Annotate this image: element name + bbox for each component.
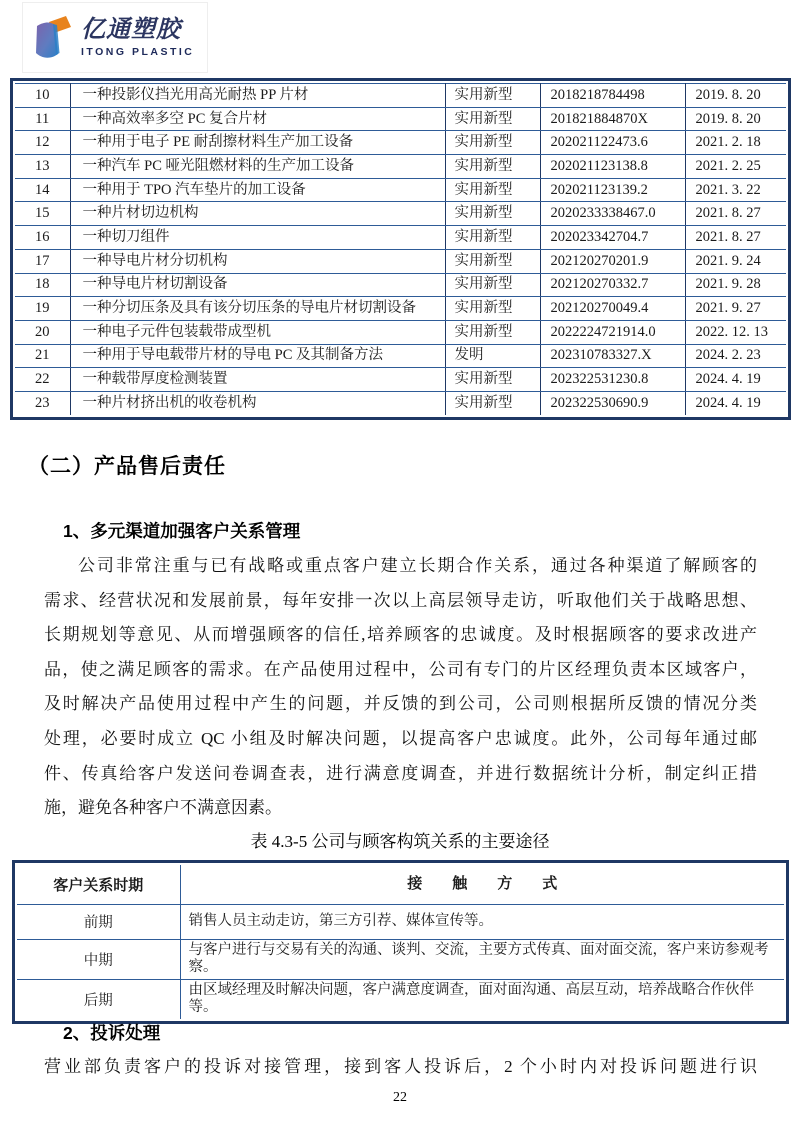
logo-mark-icon: [33, 14, 75, 62]
patent-name-cell: 一种切刀组件: [70, 226, 445, 250]
patent-type-cell: 实用新型: [445, 368, 540, 392]
relation-row-late: [17, 979, 784, 1019]
patent-date-cell: 2021. 9. 28: [685, 273, 786, 297]
paragraph-line: 品，使之满足顾客的需求。在产品使用过程中，公司有专门的片区经理负责本区域客户，: [44, 659, 757, 679]
paragraph-line: 营业部负责客户的投诉对接管理，接到客人投诉后，2 个小时内对投诉问题进行识: [44, 1057, 757, 1076]
patent-date-cell: 2019. 8. 20: [685, 107, 786, 131]
patent-table: [10, 78, 791, 420]
patent-name-cell: 一种分切压条及具有该分切压条的导电片材切割设备: [70, 297, 445, 321]
patent-row: [15, 368, 786, 392]
patent-app-number-cell: 202021123138.8: [540, 155, 685, 179]
patent-type-cell: 实用新型: [445, 84, 540, 108]
patent-row-number: 20: [15, 320, 70, 344]
patent-table-body: [15, 84, 786, 416]
patent-row: [15, 273, 786, 297]
patent-date-cell: 2024. 2. 23: [685, 344, 786, 368]
subsection-heading-1: 1、多元渠道加强客户关系管理: [63, 521, 301, 541]
patent-type-cell: 实用新型: [445, 391, 540, 415]
patent-name-cell: 一种载带厚度检测装置: [70, 368, 445, 392]
relation-row-middle: [17, 939, 784, 979]
paragraph-line: 施，避免各种客户不满意因素。: [44, 798, 282, 818]
patent-name-cell: 一种用于导电载带片材的导电 PC 及其制备方法: [70, 344, 445, 368]
paragraph-line: 长期规划等意见、从而增强顾客的信任,培养顾客的忠诚度。及时根据顾客的要求改进产: [44, 625, 757, 645]
patent-date-cell: 2021. 9. 24: [685, 249, 786, 273]
patent-row: [15, 107, 786, 131]
patent-name-cell: 一种投影仪挡光用高光耐热 PP 片材: [70, 84, 445, 108]
patent-date-cell: 2024. 4. 19: [685, 391, 786, 415]
patent-app-number-cell: 2018218784498: [540, 84, 685, 108]
patent-row-number: 18: [15, 273, 70, 297]
patent-type-cell: 实用新型: [445, 226, 540, 250]
relation-header-method: 接 触 方 式: [180, 865, 784, 904]
patent-date-cell: 2021. 2. 18: [685, 131, 786, 155]
patent-type-cell: 实用新型: [445, 178, 540, 202]
patent-name-cell: 一种电子元件包装载带成型机: [70, 320, 445, 344]
patent-name-cell: 一种导电片材切割设备: [70, 273, 445, 297]
patent-row-number: 17: [15, 249, 70, 273]
patent-name-cell: 一种片材挤出机的收卷机构: [70, 391, 445, 415]
patent-row: [15, 84, 786, 108]
paragraph-line: 及时解决产品使用过程中产生的问题，并反馈的到公司，公司则根据所反馈的情况分类: [44, 694, 757, 714]
patent-row-number: 21: [15, 344, 70, 368]
patent-app-number-cell: 202322531230.8: [540, 368, 685, 392]
patent-app-number-cell: 202023342704.7: [540, 226, 685, 250]
patent-row: [15, 226, 786, 250]
paragraph-line: 件、传真给客户发送问卷调查表，进行满意度调查，并进行数据统计分析，制定纠正措: [44, 763, 757, 783]
patent-app-number-cell: 202120270332.7: [540, 273, 685, 297]
relation-method-cell: 与客户进行与交易有关的沟通、谈判、交流，主要方式传真、面对面交流，客户来访参观考察。: [180, 939, 784, 979]
patent-name-cell: 一种汽车 PC 哑光阻燃材料的生产加工设备: [70, 155, 445, 179]
patent-row: [15, 391, 786, 415]
subsection-heading-2: 2、投诉处理: [63, 1023, 161, 1043]
patent-row-number: 22: [15, 368, 70, 392]
patent-date-cell: 2021. 9. 27: [685, 297, 786, 321]
patent-row: [15, 249, 786, 273]
patent-row-number: 15: [15, 202, 70, 226]
patent-name-cell: 一种导电片材分切机构: [70, 249, 445, 273]
patent-app-number-cell: 202021123139.2: [540, 178, 685, 202]
logo-name-english: ITONG PLASTIC: [81, 46, 195, 58]
patent-date-cell: 2021. 8. 27: [685, 226, 786, 250]
patent-app-number-cell: 202322530690.9: [540, 391, 685, 415]
patent-type-cell: 实用新型: [445, 297, 540, 321]
relation-period-cell: 中期: [17, 939, 180, 979]
patent-date-cell: 2021. 2. 25: [685, 155, 786, 179]
patent-name-cell: 一种用于 TPO 汽车垫片的加工设备: [70, 178, 445, 202]
patent-row: [15, 344, 786, 368]
relation-table: [12, 860, 789, 1024]
patent-row-number: 10: [15, 84, 70, 108]
paragraph-line: 需求、经营状况和发展前景，每年安排一次以上高层领导走访，听取他们关于战略思想、: [44, 590, 757, 610]
patent-row-number: 13: [15, 155, 70, 179]
table-caption: 表 4.3-5 公司与顾客构筑关系的主要途径: [250, 832, 550, 851]
paragraph-line: 处理，必要时成立 QC 小组及时解决问题，以提高客户忠诚度。此外，公司每年通过邮: [44, 728, 757, 748]
patent-type-cell: 实用新型: [445, 155, 540, 179]
patent-row-number: 19: [15, 297, 70, 321]
patent-row: [15, 320, 786, 344]
section-heading: （二）产品售后责任: [28, 455, 226, 478]
patent-row: [15, 155, 786, 179]
patent-app-number-cell: 202021122473.6: [540, 131, 685, 155]
patent-row-number: 23: [15, 391, 70, 415]
patent-row: [15, 202, 786, 226]
patent-name-cell: 一种高效率多空 PC 复合片材: [70, 107, 445, 131]
logo-text: [81, 17, 194, 58]
paragraph-line: 公司非常注重与已有战略或重点客户建立长期合作关系，通过各种渠道了解顾客的: [78, 556, 757, 575]
relation-row-early: [17, 904, 784, 939]
patent-type-cell: 实用新型: [445, 107, 540, 131]
patent-type-cell: 实用新型: [445, 131, 540, 155]
patent-app-number-cell: 202120270049.4: [540, 297, 685, 321]
patent-type-cell: 实用新型: [445, 202, 540, 226]
patent-app-number-cell: 201821884870X: [540, 107, 685, 131]
relation-table-header-row: [17, 865, 784, 904]
patent-row-number: 12: [15, 131, 70, 155]
patent-date-cell: 2021. 8. 27: [685, 202, 786, 226]
patent-date-cell: 2022. 12. 13: [685, 320, 786, 344]
patent-name-cell: 一种片材切边机构: [70, 202, 445, 226]
logo-name-chinese: 亿通塑胶: [81, 16, 181, 43]
patent-app-number-cell: 2020233338467.0: [540, 202, 685, 226]
patent-type-cell: 实用新型: [445, 273, 540, 297]
patent-app-number-cell: 202120270201.9: [540, 249, 685, 273]
patent-row-number: 11: [15, 107, 70, 131]
patent-row-number: 14: [15, 178, 70, 202]
patent-type-cell: 实用新型: [445, 249, 540, 273]
relation-period-cell: 后期: [17, 979, 180, 1019]
relation-method-cell: 销售人员主动走访，第三方引荐、媒体宣传等。: [180, 904, 784, 939]
patent-type-cell: 实用新型: [445, 320, 540, 344]
patent-date-cell: 2024. 4. 19: [685, 368, 786, 392]
company-logo: [22, 2, 208, 73]
page-number: 22: [393, 1090, 407, 1105]
subsection-1-paragraph: [44, 549, 757, 826]
patent-app-number-cell: 2022224721914.0: [540, 320, 685, 344]
relation-period-cell: 前期: [17, 904, 180, 939]
patent-row-number: 16: [15, 226, 70, 250]
patent-app-number-cell: 202310783327.X: [540, 344, 685, 368]
patent-date-cell: 2019. 8. 20: [685, 84, 786, 108]
patent-row: [15, 178, 786, 202]
subsection-2-paragraph: [44, 1050, 757, 1085]
relation-method-cell: 由区域经理及时解决问题，客户满意度调查，面对面沟通、高层互动，培养战略合作伙伴等。: [180, 979, 784, 1019]
patent-row: [15, 131, 786, 155]
relation-header-period: 客户关系时期: [17, 865, 180, 904]
patent-date-cell: 2021. 3. 22: [685, 178, 786, 202]
patent-type-cell: 发明: [445, 344, 540, 368]
patent-row: [15, 297, 786, 321]
patent-name-cell: 一种用于电子 PE 耐刮擦材料生产加工设备: [70, 131, 445, 155]
